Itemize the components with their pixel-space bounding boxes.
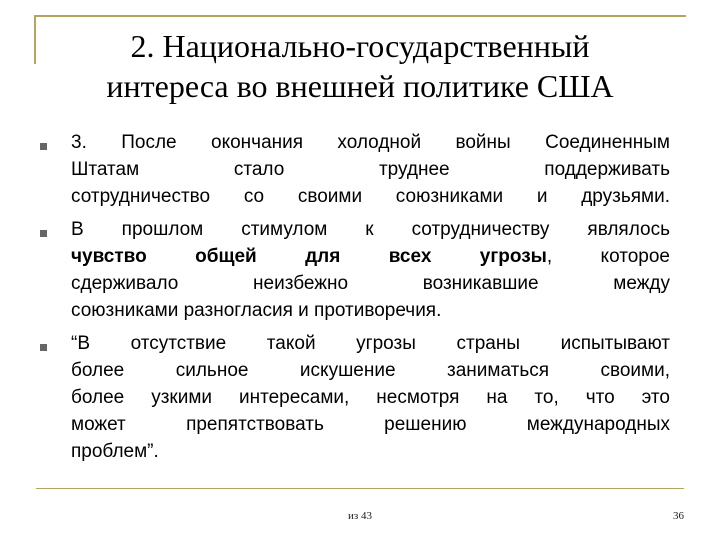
slide-title-line-1: 2. Национально-государственный — [130, 28, 590, 64]
bullet-2-line-3: сдерживало неизбежно возникавшие между — [71, 273, 670, 294]
bullet-marker-3 — [40, 344, 47, 351]
bullet-2-line-2 — [71, 245, 670, 268]
bullet-1-line-2: Штатам стало труднее поддерживать — [71, 159, 670, 180]
bullet-marker-2 — [40, 230, 47, 237]
bullet-1-line-3: сотрудничество со своими союзниками и друзьями. — [71, 186, 670, 207]
bullet-2-line-1: В прошлом стимулом к сотрудничеству являлось — [71, 219, 670, 240]
bullet-3-line-1: “В отсутствие такой угрозы страны испытывают — [71, 333, 670, 354]
bullet-2-line-2-rest: , которое — [546, 246, 670, 267]
bullet-3-line-4: может препятствовать решению международных — [71, 414, 670, 435]
bullet-3-line-2: более сильное искушение заниматься своими, — [71, 360, 670, 381]
bullet-3-line-3: более узкими интересами, несмотря на то, что это — [71, 387, 670, 408]
footer-rule — [36, 488, 684, 489]
footer-total-pages: из 43 — [348, 510, 372, 522]
slide-title-line-2: интереса во внешней политике США — [106, 68, 614, 104]
bullet-marker-1 — [40, 143, 47, 150]
bullet-2-line-4: союзниками разногласия и противоречия. — [71, 300, 442, 321]
page-number: 36 — [673, 510, 684, 522]
bullet-3-line-5: проблем”. — [71, 441, 159, 462]
bullet-2-bold-phrase: чувство общей для всех угрозы — [71, 246, 547, 267]
bullet-1-line-1: 3. После окончания холодной войны Соединенным — [71, 132, 670, 153]
